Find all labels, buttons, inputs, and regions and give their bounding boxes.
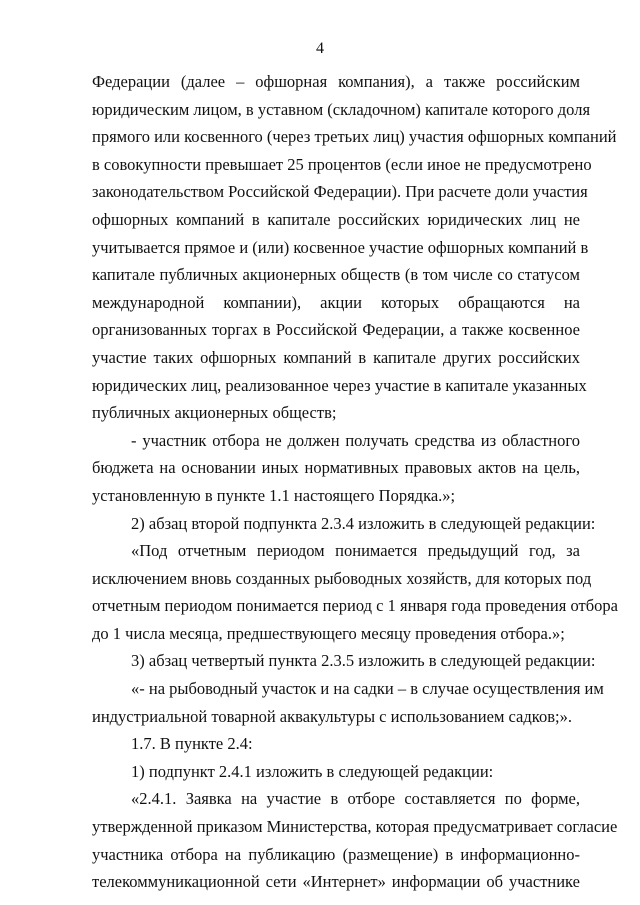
text-line: - участник отбора не должен получать средства из областного [131,430,580,450]
text-line: международной компании), акции которых обращаются на [92,292,580,312]
text-line: офшорных компаний в капитале российских юридических лиц не [92,209,580,229]
page-number: 4 [316,40,324,57]
text-line: утвержденной приказом Министерства, которая предусматривает согласие [92,817,618,837]
text-line: законодательством Российской Федерации). При расчете доли участия [92,182,588,202]
text-line: участника отбора на публикацию (размещение) в информационно- [92,844,580,864]
text-line: учитывается прямое и (или) косвенное участие офшорных компаний в [92,237,589,257]
text-line: до 1 числа месяца, предшествующего месяцу проведения отбора.»; [92,623,565,643]
text-line: исключением вновь созданных рыбоводных хозяйств, для которых под [92,568,592,588]
text-line: бюджета на основании иных нормативных правовых актов на цель, [92,458,580,478]
text-line: 1) подпункт 2.4.1 изложить в следующей редакции: [131,761,494,781]
text-line: прямого или косвенного (через третьих лиц) участия офшорных компаний [92,127,617,147]
text-line: телекоммуникационной сети «Интернет» информации об участнике [92,872,580,892]
text-line: организованных торгах в Российской Федерации, а также косвенное [92,320,580,340]
text-line: в совокупности превышает 25 процентов (если иное не предусмотрено [92,154,592,174]
text-line: юридическим лицом, в уставном (складочном) капитале которого доля [92,99,591,119]
text-line: Федерации (далее – офшорная компания), а также российским [92,72,580,91]
text-line: индустриальной товарной аквакультуры с использованием садков;». [92,706,572,726]
text-line: участие таких офшорных компаний в капитале других российских [92,347,580,367]
document-body [92,68,618,896]
text-line: капитале публичных акционерных обществ (в том числе со статусом [92,265,580,285]
text-line: 1.7. В пункте 2.4: [131,734,253,754]
text-line: 2) абзац второй подпункта 2.3.4 изложить в следующей редакции: [131,513,596,533]
text-line: «- на рыбоводный участок и на садки – в случае осуществления им [131,679,604,699]
text-line: «Под отчетным периодом понимается предыдущий год, за [131,541,580,561]
text-line: 3) абзац четвертый пункта 2.3.5 изложить в следующей редакции: [131,651,596,671]
text-line: установленную в пункте 1.1 настоящего Порядка.»; [92,485,456,505]
text-line: «2.4.1. Заявка на участие в отборе составляется по форме, [131,789,580,809]
text-line: юридических лиц, реализованное через участие в капитале указанных [92,375,587,395]
text-line: отчетным периодом понимается период с 1 января года проведения отбора [92,596,618,616]
text-line: публичных акционерных обществ; [92,403,337,423]
